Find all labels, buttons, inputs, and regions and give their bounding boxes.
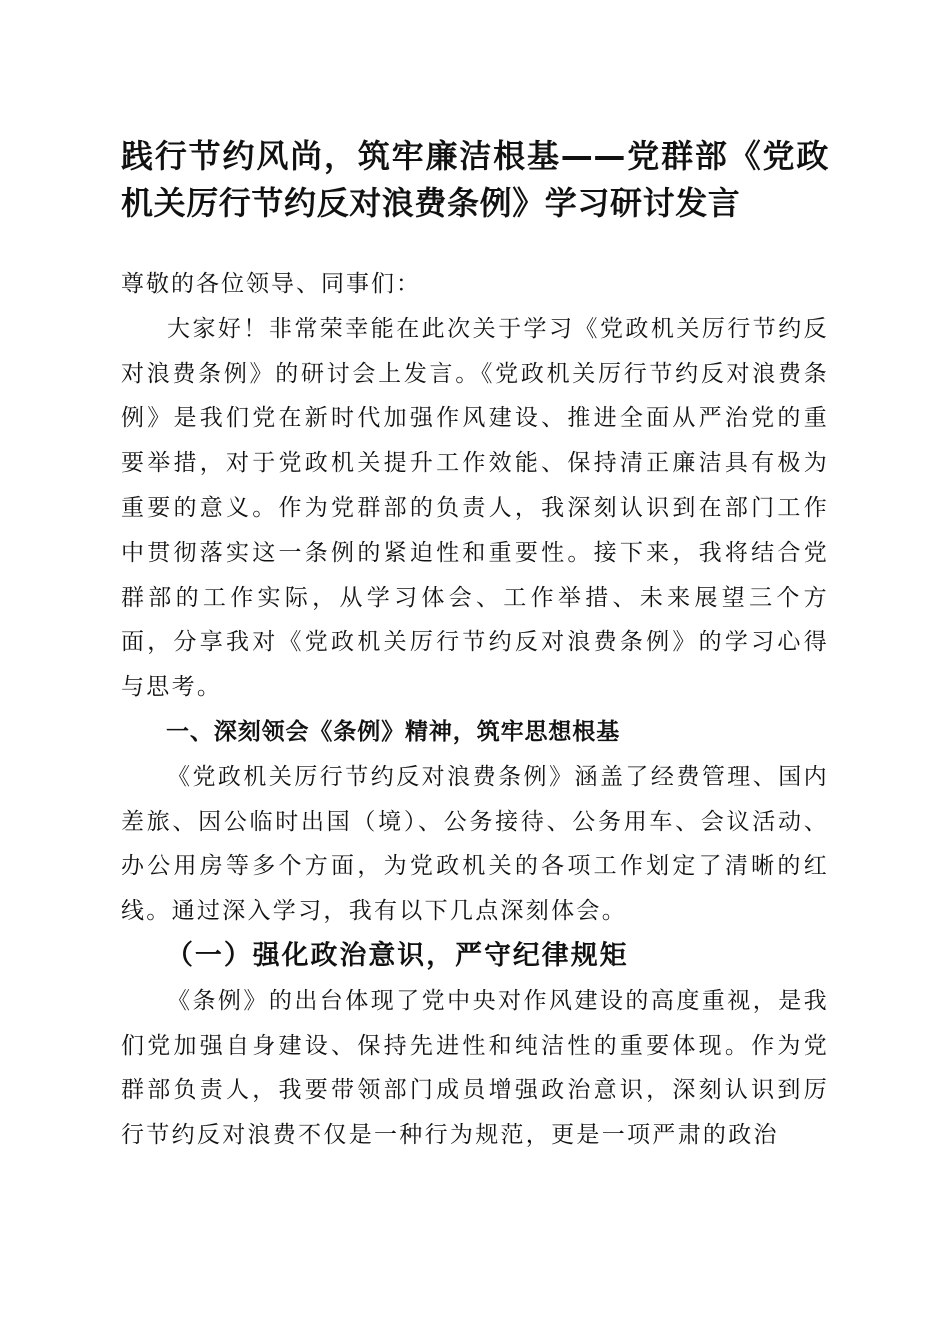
intro-paragraph: 大家好！非常荣幸能在此次关于学习《党政机关厉行节约反对浪费条例》的研讨会上发言。《党政机关厉行节约反对浪费条例》是我们党在新时代加强作风建设、推进全面从严治党的重要举措，对于党政机关提升工作效能、保持清正廉洁具有极为重要的意义。作为党群部的负责人，我深刻认识到在部门工作中贯彻落实这一条例的紧迫性和重要性。接下来，我将结合党群部的工作实际，从学习体会、工作举措、未来展望三个方面，分享我对《党政机关厉行节约反对浪费条例》的学习心得与思考。: [121, 315, 829, 701]
section-1-paragraph: 《党政机关厉行节约反对浪费条例》涵盖了经费管理、国内差旅、因公临时出国（境）、公务接待、公务用车、会议活动、办公用房等多个方面，为党政机关的各项工作划定了清晰的红线。通过深入学习，我有以下几点深刻体会。: [121, 763, 829, 925]
subsection-1-heading: （一）强化政治意识，严守纪律规矩: [166, 939, 629, 971]
salutation: 尊敬的各位领导、同事们：: [121, 271, 421, 297]
document-body: [121, 262, 829, 1158]
subsection-1-paragraph: 《条例》的出台体现了党中央对作风建设的高度重视，是我们党加强自身建设、保持先进性和纯洁性的重要体现。作为党群部负责人，我要带领部门成员增强政治意识，深刻认识到厉行节约反对浪费不仅是一种行为规范，更是一项严肃的政治: [121, 987, 829, 1149]
document-title: 践行节约风尚，筑牢廉洁根基——党群部《党政机关厉行节约反对浪费条例》学习研讨发言: [121, 137, 829, 222]
section-1-heading: 一、深刻领会《条例》精神，筑牢思想根基: [166, 718, 621, 745]
document-page: [121, 133, 829, 1158]
